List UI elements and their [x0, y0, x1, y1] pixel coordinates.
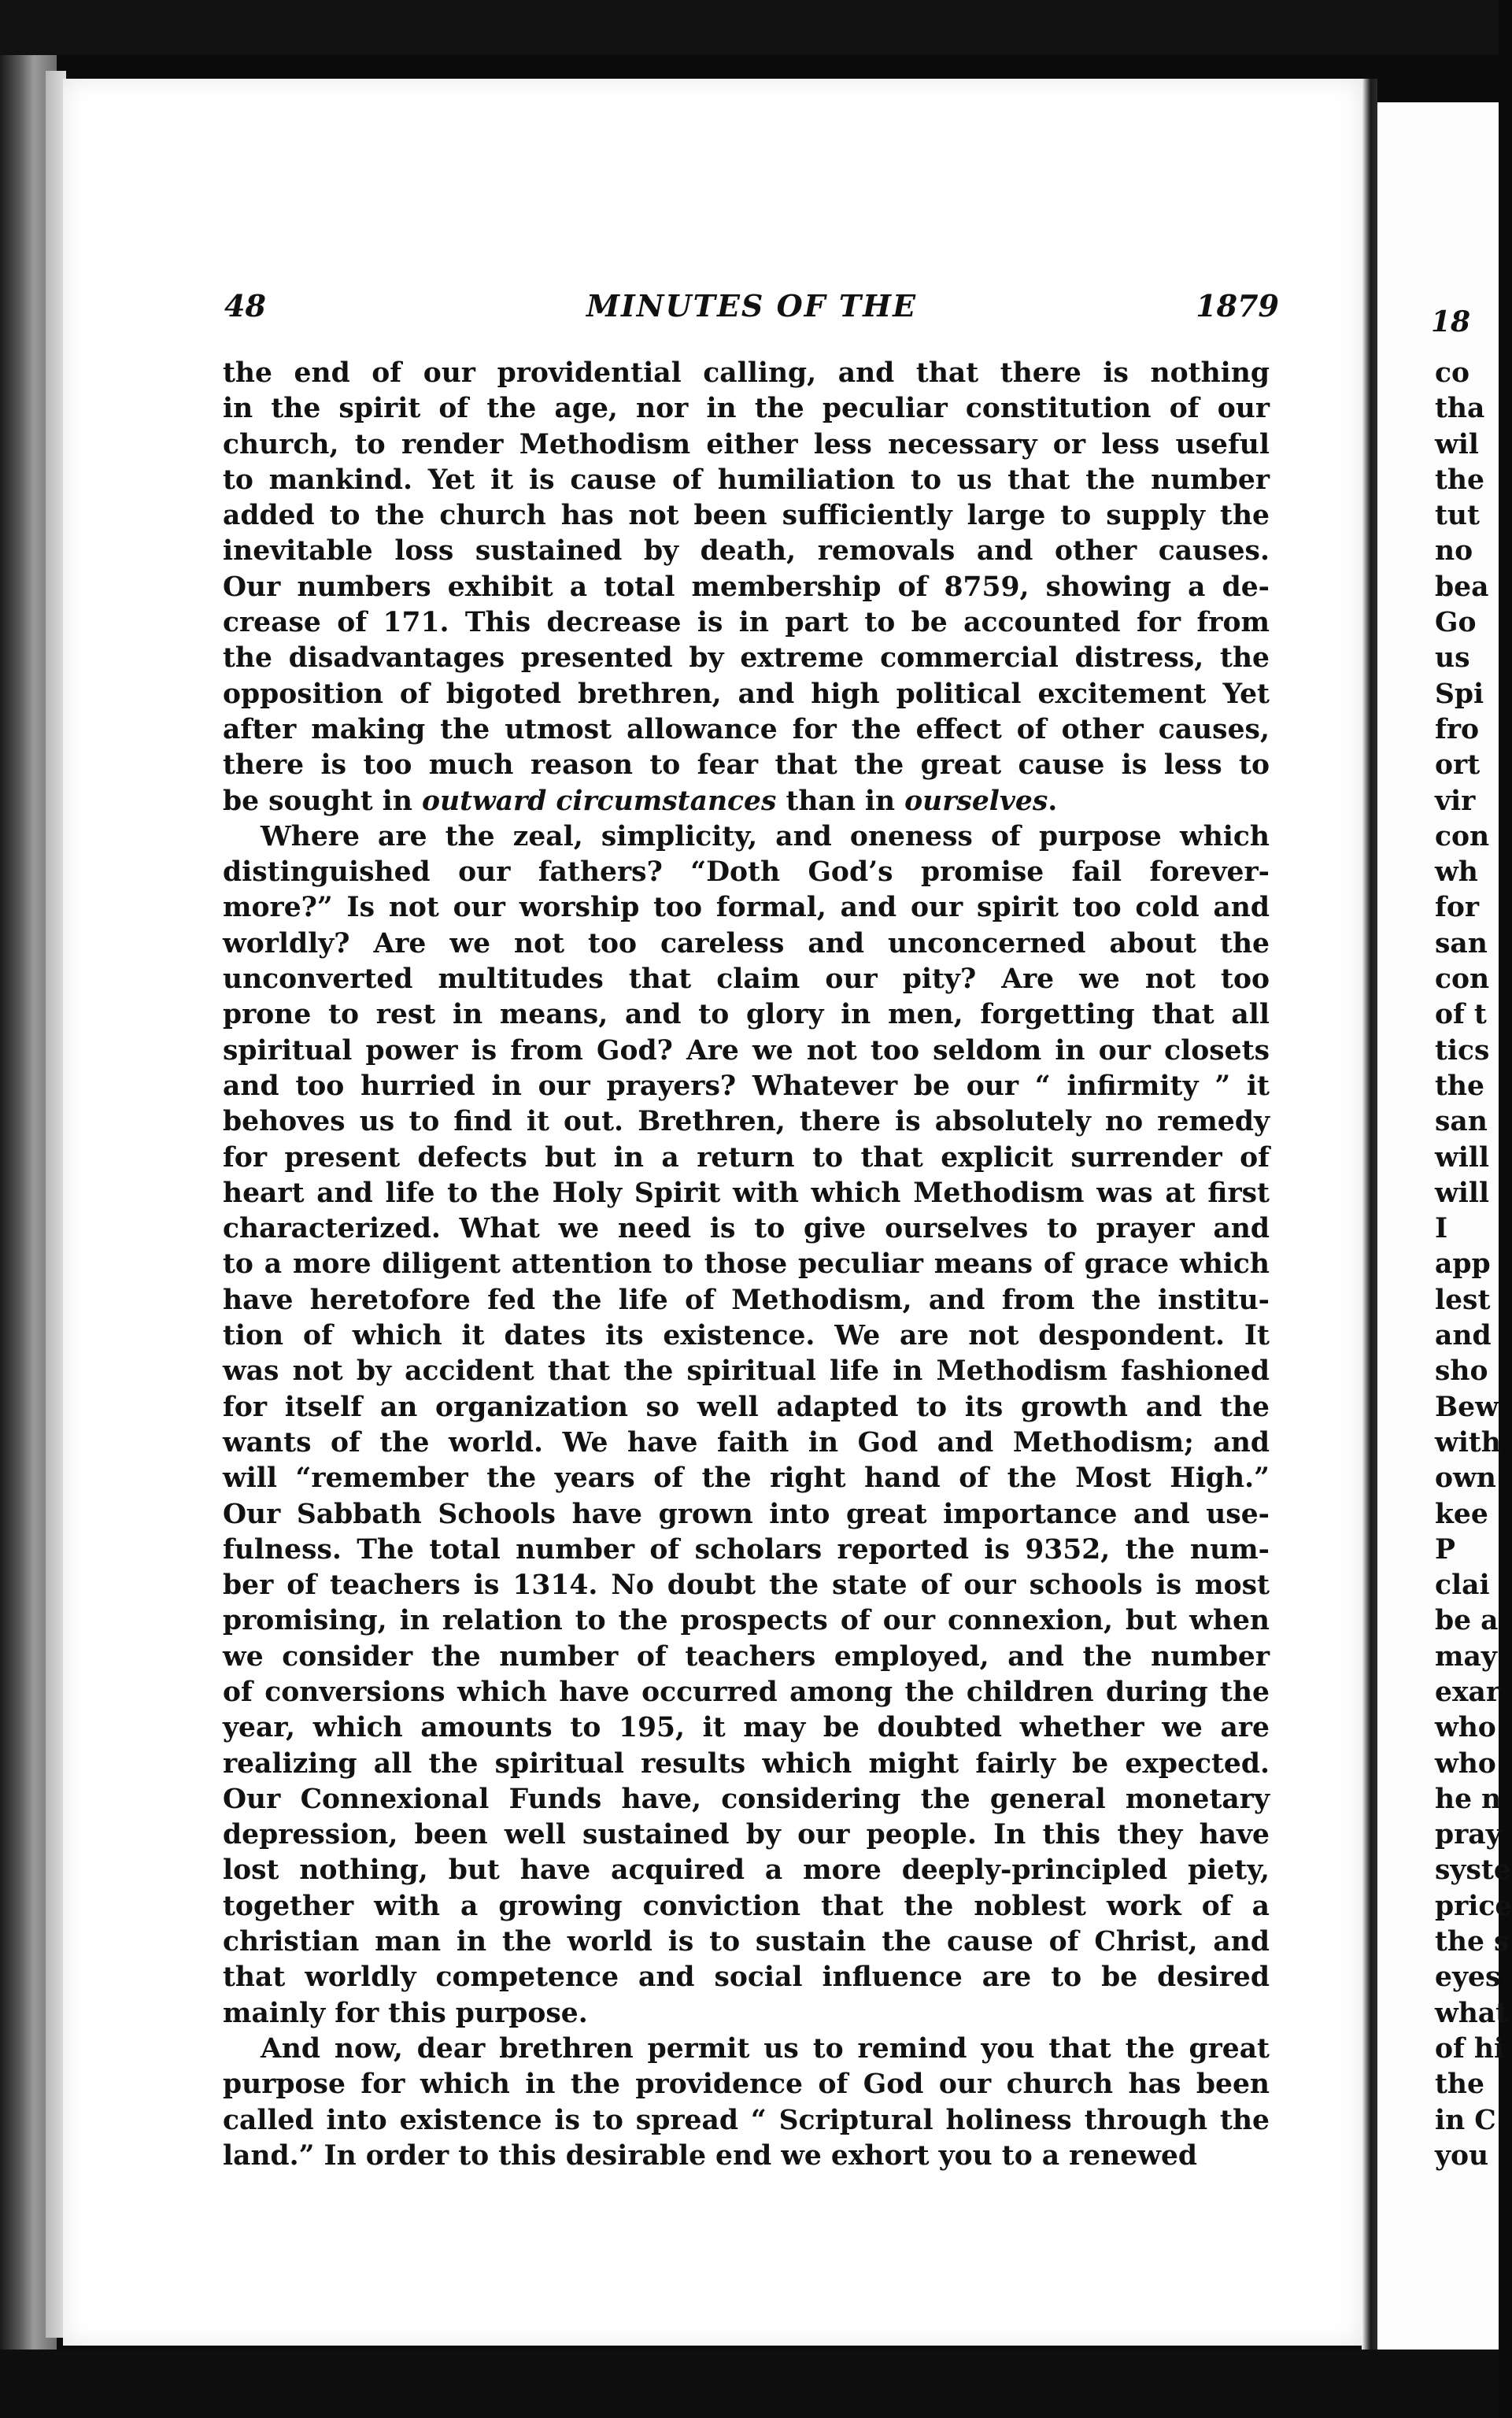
text-line: was not by accident that the spiritual life in Methodism fashioned — [223, 1355, 1270, 1388]
facing-line-fragment: kee — [1435, 1498, 1488, 1530]
facing-line-fragment: bea — [1435, 571, 1489, 603]
text-line: church, to render Methodism either less necessary or less useful — [223, 428, 1270, 460]
text-line: christian man in the world is to sustain the cause of Christ, and — [223, 1926, 1270, 1958]
text-line: Where are the zeal, simplicity, and oneness of purpose which — [261, 820, 1270, 852]
text-line: And now, dear brethren permit us to remind you that the great — [261, 2032, 1270, 2065]
facing-line-fragment: co — [1435, 357, 1470, 389]
facing-line-fragment: may — [1435, 1640, 1497, 1673]
facing-line-fragment: of hi — [1435, 2032, 1505, 2065]
book-gutter — [1362, 79, 1377, 2361]
facing-line-fragment: and — [1435, 1320, 1492, 1352]
facing-line-fragment: app — [1435, 1248, 1491, 1281]
facing-line-fragment: us — [1435, 642, 1470, 675]
facing-line-fragment: con — [1435, 963, 1490, 996]
facing-line-fragment: who — [1435, 1747, 1496, 1780]
facing-line-fragment: lest — [1435, 1284, 1491, 1316]
text-line: wants of the world. We have faith in God and Methodism; and — [223, 1426, 1270, 1459]
text-line: for itself an organization so well adapted to its growth and the — [223, 1391, 1270, 1423]
facing-line-fragment: ort — [1435, 749, 1481, 782]
facing-line-fragment: tut — [1435, 500, 1480, 532]
running-header — [224, 288, 1279, 329]
facing-line-fragment: syste — [1435, 1854, 1511, 1887]
text-line: Our numbers exhibit a total membership of 8759, showing a de- — [223, 571, 1270, 603]
facing-line-fragment: con — [1435, 820, 1490, 852]
text-line: called into existence is to spread “ Scriptural holiness through the — [223, 2104, 1270, 2136]
facing-line-fragment: san — [1435, 1106, 1488, 1138]
facing-line-fragment: price — [1435, 1890, 1512, 1922]
text-line: year, which amounts to 195, it may be doubted whether we are — [223, 1712, 1270, 1744]
text-line: in the spirit of the age, nor in the peculiar constitution of our — [223, 393, 1270, 425]
facing-line-fragment: P — [1435, 1533, 1455, 1566]
text-line: added to the church has not been sufficiently large to supply the — [223, 500, 1270, 532]
scan-bottom-border — [0, 2350, 1499, 2418]
text-line: there is too much reason to fear that the great cause is less to — [223, 749, 1270, 782]
text-line: inevitable loss sustained by death, removals and other causes. — [223, 535, 1270, 568]
facing-line-fragment: the — [1435, 1070, 1484, 1102]
text-line: for present defects but in a return to that explicit surrender of — [223, 1141, 1270, 1174]
text-line: Our Connexional Funds have, considering the general monetary — [223, 1783, 1270, 1815]
text-line: unconverted multitudes that claim our pity? Are we not too — [223, 963, 1270, 996]
text-line: depression, been well sustained by our people. In this they have — [223, 1819, 1270, 1851]
facing-line-fragment: eyes — [1435, 1961, 1501, 1994]
header-year: 1879 — [1196, 288, 1279, 324]
text-line: promising, in relation to the prospects of our connexion, but when — [223, 1605, 1270, 1637]
facing-line-fragment: sho — [1435, 1355, 1488, 1388]
facing-line-fragment: pray — [1435, 1819, 1502, 1851]
text-line: distinguished our fathers? “Doth God’s promise fail forever- — [223, 856, 1270, 889]
text-line: and too hurried in our prayers? Whatever be our “ infirmity ” it — [223, 1070, 1270, 1102]
text-line: we consider the number of teachers employed, and the number — [223, 1640, 1270, 1673]
facing-line-fragment: tha — [1435, 393, 1485, 425]
facing-line-fragment: of t — [1435, 999, 1487, 1031]
facing-line-fragment: who — [1435, 1712, 1496, 1744]
facing-line-fragment: he n — [1435, 1783, 1502, 1815]
text-line: purpose for which in the providence of God our church has been — [223, 2069, 1270, 2101]
facing-line-fragment: exar — [1435, 1676, 1501, 1708]
text-line: mainly for this purpose. — [223, 1997, 588, 2029]
text-line: the disadvantages presented by extreme commercial distress, the — [223, 642, 1270, 675]
text-line: prone to rest in means, and to glory in men, forgetting that all — [223, 999, 1270, 1031]
emphasis: outward circumstances — [421, 785, 777, 817]
facing-line-fragment: you — [1435, 2139, 1489, 2172]
facing-line-fragment: with — [1435, 1426, 1501, 1459]
facing-line-fragment: no — [1435, 535, 1473, 568]
text-line: worldly? Are we not too careless and unconcerned about the — [223, 927, 1270, 959]
emphasis: ourselves — [904, 785, 1048, 817]
text-line: crease of 171. This decrease is in part to be accounted for from — [223, 607, 1270, 639]
facing-line-fragment: the — [1435, 2069, 1484, 2101]
facing-line-fragment: tics — [1435, 1034, 1490, 1067]
facing-line-fragment: will — [1435, 1141, 1490, 1174]
facing-line-fragment: wh — [1435, 856, 1478, 889]
text-line: lost nothing, but have acquired a more deeply-principled piety, — [223, 1854, 1270, 1887]
text-line: Our Sabbath Schools have grown into great importance and use- — [223, 1498, 1270, 1530]
text-line: realizing all the spiritual results which might fairly be expected. — [223, 1747, 1270, 1780]
facing-line-fragment: san — [1435, 927, 1488, 959]
facing-line-fragment: for — [1435, 892, 1480, 924]
text-line: to mankind. Yet it is cause of humiliation to us that the number — [223, 464, 1270, 496]
facing-line-fragment: I — [1435, 1213, 1448, 1245]
facing-line-fragment: Go — [1435, 607, 1477, 639]
facing-page-text — [1435, 356, 1512, 2174]
text-line: together with a growing conviction that the noblest work of a — [223, 1890, 1270, 1922]
text-line: opposition of bigoted brethren, and high political excitement Yet — [223, 678, 1270, 710]
text-line: will “remember the years of the right hand of the Most High.” — [223, 1462, 1270, 1495]
text-line: to a more diligent attention to those peculiar means of grace which — [223, 1248, 1270, 1281]
page-number: 48 — [224, 288, 266, 324]
facing-line-fragment: what — [1435, 1997, 1509, 2029]
text-line: more?” Is not our worship too formal, and our spirit too cold and — [223, 892, 1270, 924]
text-line: fulness. The total number of scholars reported is 9352, the num- — [223, 1533, 1270, 1566]
text-line: heart and life to the Holy Spirit with which Methodism was at first — [223, 1177, 1270, 1209]
facing-line-fragment: Bew — [1435, 1391, 1499, 1423]
facing-line-fragment: Spi — [1435, 678, 1484, 710]
text-line: behoves us to find it out. Brethren, there is absolutely no remedy — [223, 1106, 1270, 1138]
text-line: of conversions which have occurred among the children during the — [223, 1676, 1270, 1708]
facing-line-fragment: be a — [1435, 1605, 1499, 1637]
text-line: be sought in outward circumstances than in ourselves. — [223, 785, 1058, 817]
text-line: land.” In order to this desirable end we exhort you to a renewed — [223, 2139, 1198, 2172]
running-title: MINUTES OF THE — [586, 288, 918, 324]
facing-line-fragment: will — [1435, 1177, 1490, 1209]
facing-line-fragment: in C — [1435, 2104, 1496, 2136]
scan-top-border — [0, 0, 1499, 55]
text-line: tion of which it dates its existence. We are not despondent. It — [223, 1320, 1270, 1352]
facing-line-fragment: wil — [1435, 428, 1479, 460]
facing-page-year: 18 — [1431, 305, 1471, 338]
facing-line-fragment: own — [1435, 1462, 1496, 1495]
text-line: characterized. What we need is to give ourselves to prayer and — [223, 1213, 1270, 1245]
facing-line-fragment: the — [1435, 464, 1484, 496]
text-line: that worldly competence and social influence are to be desired — [223, 1961, 1270, 1994]
text-line: have heretofore fed the life of Methodism, and from the institu- — [223, 1284, 1270, 1316]
facing-line-fragment: vir — [1435, 785, 1476, 817]
facing-line-fragment: fro — [1435, 713, 1480, 745]
text-line: spiritual power is from God? Are we not too seldom in our closets — [223, 1034, 1270, 1067]
text-line: ber of teachers is 1314. No doubt the state of our schools is most — [223, 1569, 1270, 1602]
facing-line-fragment: clai — [1435, 1569, 1490, 1602]
body-text — [223, 356, 1270, 2174]
text-line: after making the utmost allowance for the effect of other causes, — [223, 713, 1270, 745]
text-line: the end of our providential calling, and that there is nothing — [223, 357, 1270, 389]
facing-line-fragment: the s — [1435, 1926, 1510, 1958]
